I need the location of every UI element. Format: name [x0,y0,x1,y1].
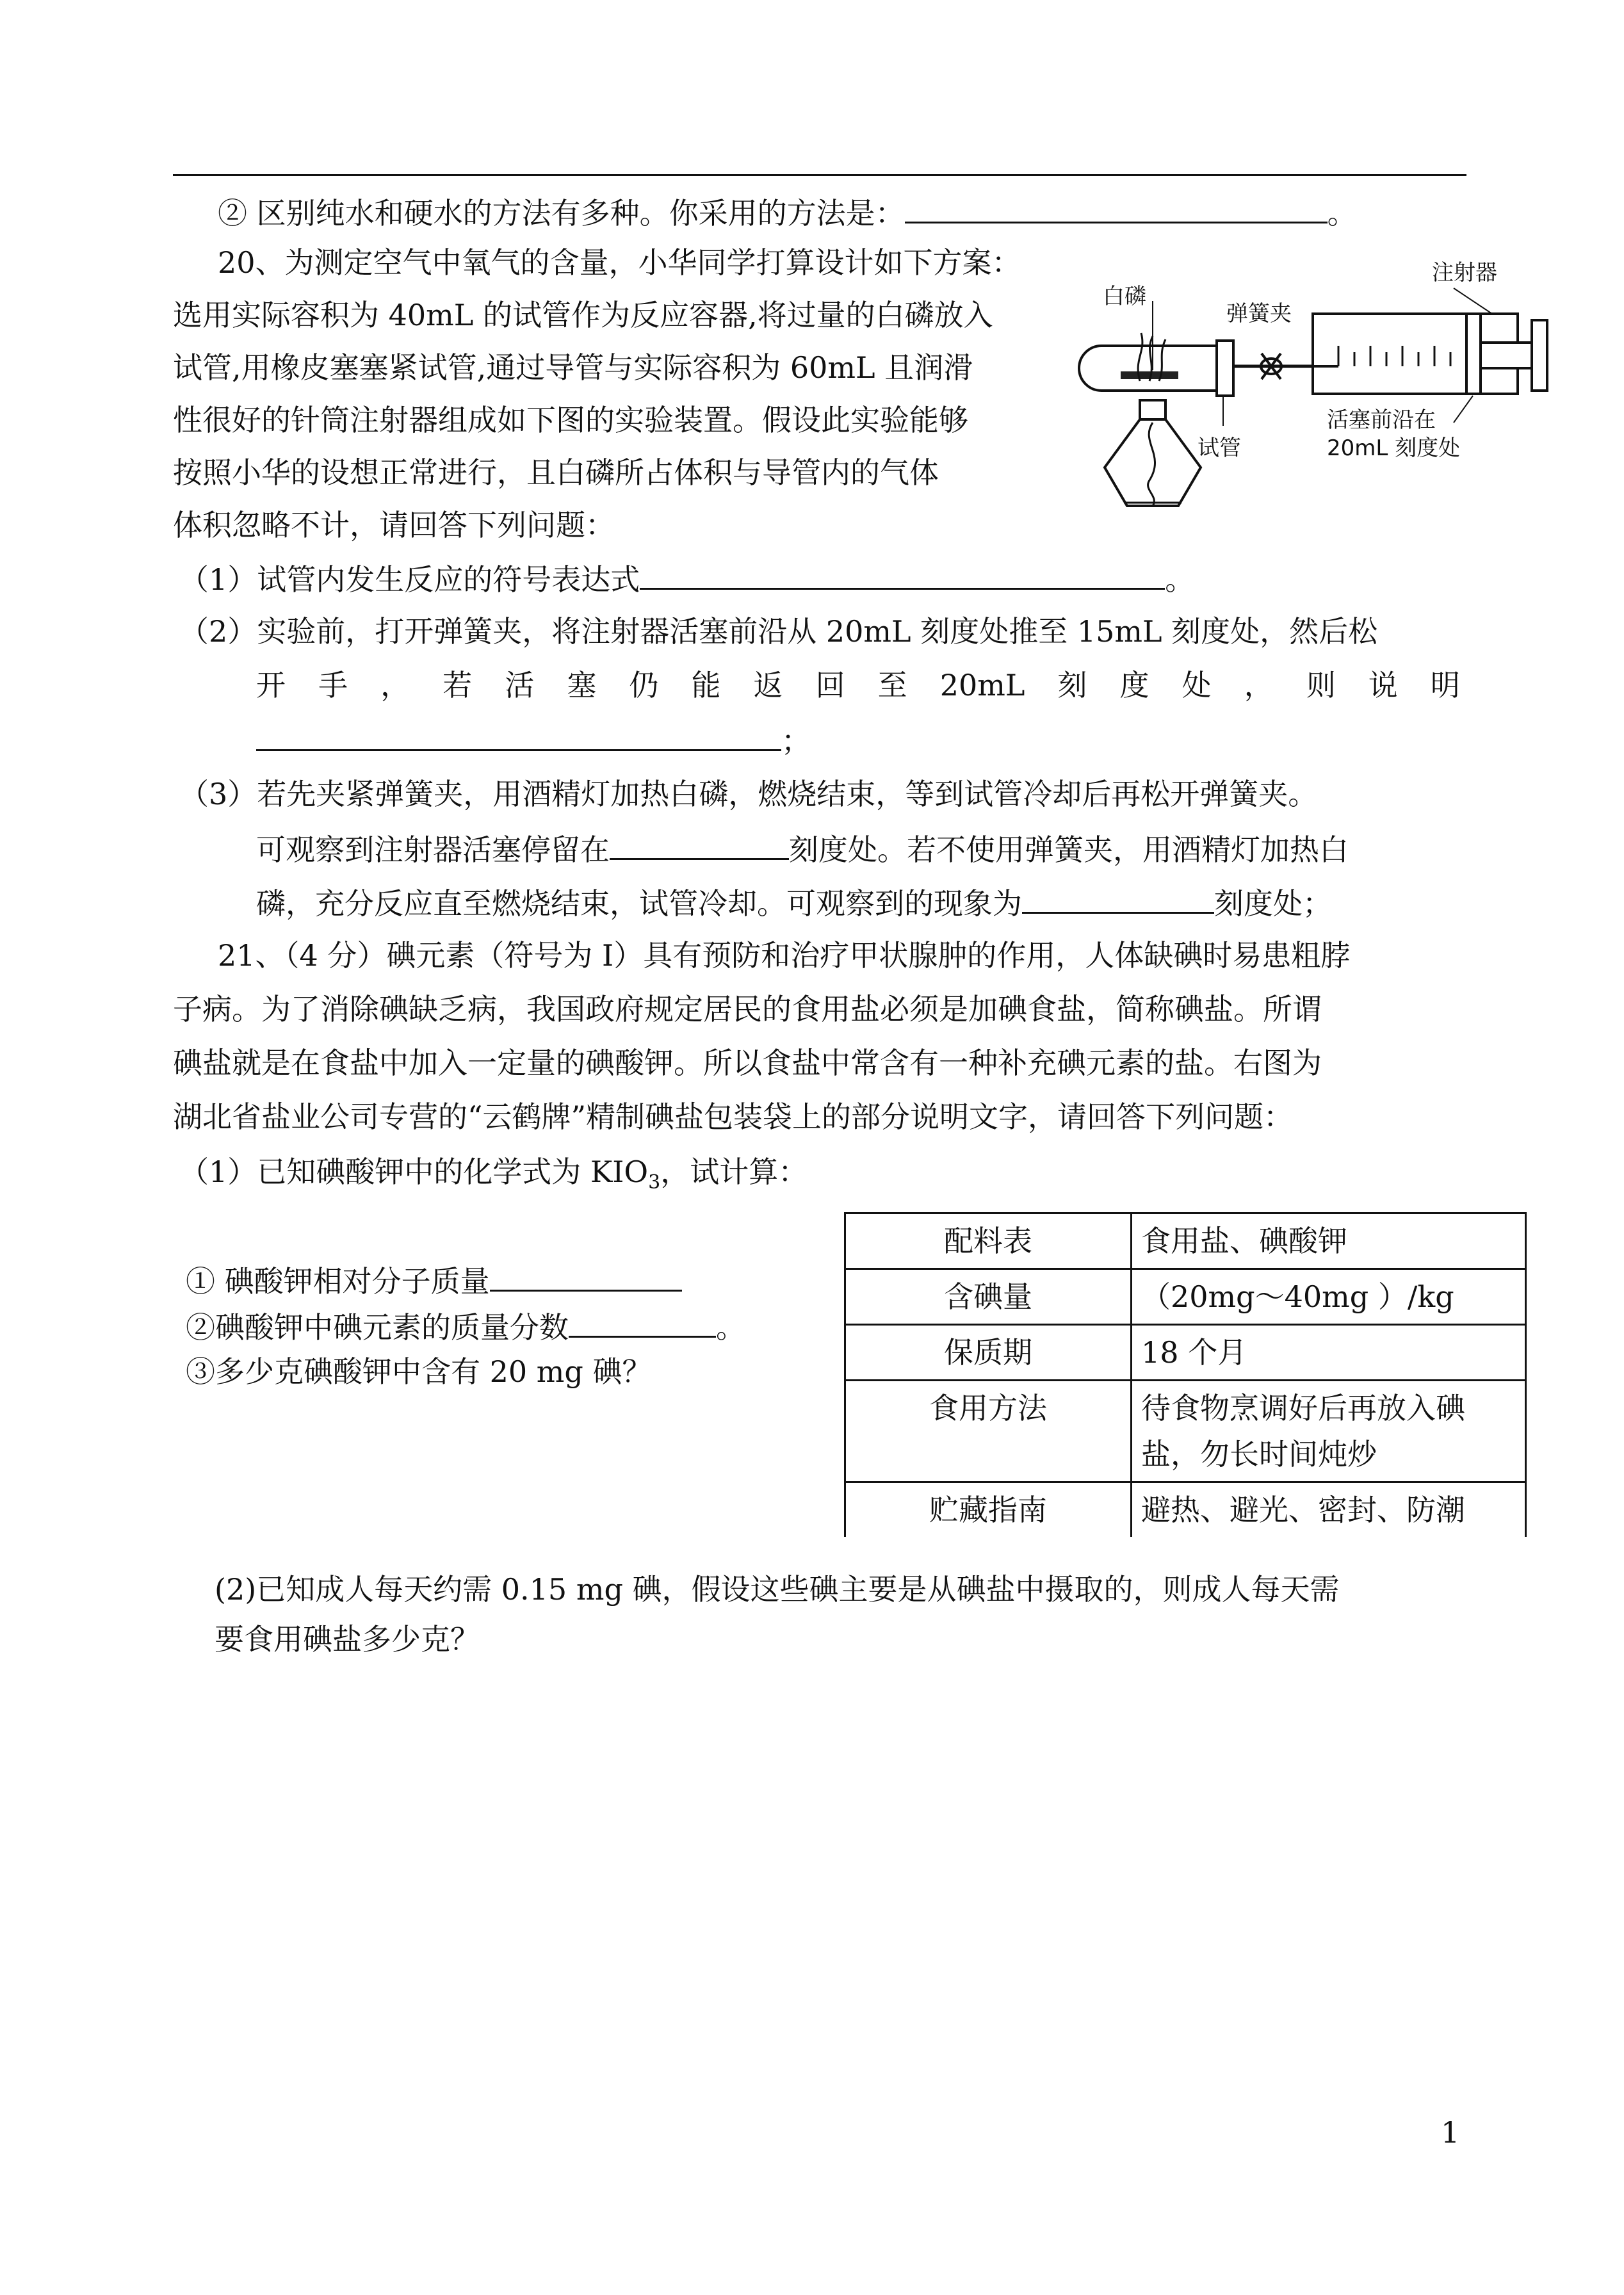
label-white-phosphorus: 白磷 [1103,284,1146,309]
label-piston-2: 20mL 刻度处 [1327,435,1461,461]
q21-line-2: 子病。为了消除碘缺乏病，我国政府规定居民的食用盐必须是加碘食盐，简称碘盐。所谓 [173,992,1322,1026]
label-spring-clip: 弹簧夹 [1226,301,1292,327]
q20-line-1: 20、为测定空气中氧气的含量，小华同学打算设计如下方案： [218,245,1021,280]
q19-2-line: ② 区别纯水和硬水的方法有多种。你采用的方法是： 。 [218,192,1357,232]
q20-p1: （1）试管内发生反应的符号表达式 。 [179,558,1194,599]
q20-line-4: 性很好的针筒注射器组成如下图的实验装置。假设此实验能够 [173,403,968,437]
q21-p1: （1）已知碘酸钾中的化学式为 $KIO_3$，试计算： [179,1155,808,1194]
q20-p2-line-1: （2）实验前，打开弹簧夹，将注射器活塞前沿从 20mL 刻度处推至 15mL 刻度处，然后松 [179,614,1378,649]
q21-line-3: 碘盐就是在食盐中加入一定量的碘酸钾。所以食盐中常含有一种补充碘元素的盐。右图为 [173,1046,1322,1080]
table-row: 含碘量 （20mg～40mg ）/kg [845,1269,1526,1325]
answer-blank[interactable] [905,192,1328,223]
label-test-tube: 试管 [1198,435,1241,461]
q20-p3-line-1: （3）若先夹紧弹簧夹，用酒精灯加热白磷，燃烧结束，等到试管冷却后再松开弹簧夹。 [179,777,1318,811]
answer-blank[interactable] [569,1306,716,1338]
q20-line-2: 选用实际容积为 40mL 的试管作为反应容器,将过量的白磷放入 [173,298,993,332]
q20-p3-line-3: 磷，充分反应直至燃烧结束，试管冷却。可观察到的现象为 刻度处； [256,882,1332,923]
answer-blank[interactable] [1022,882,1214,914]
table-row: 贮藏指南 避热、避光、密封、防潮 [845,1482,1526,1537]
q20-p2-line-3: ； [256,720,811,760]
table-row: 保质期 18 个月 [845,1325,1526,1381]
q21-sub-1: ① 碘酸钾相对分子质量 [186,1260,682,1301]
q21-line-1: 21、（4 分）碘元素（符号为 I）具有预防和治疗甲状腺肿的作用，人体缺碘时易患粗脖 [218,938,1351,973]
label-syringe: 注射器 [1432,260,1497,286]
q21-line-4: 湖北省盐业公司专营的“云鹤牌”精制碘盐包装袋上的部分说明文字，请回答下列问题： [173,1099,1294,1134]
q20-line-5: 按照小华的设想正常进行，且白磷所占体积与导管内的气体 [173,455,939,490]
q21-sub-3: ③多少克碘酸钾中含有 20 mg 碘？ [186,1354,652,1389]
answer-blank[interactable] [610,829,789,860]
q20-p3-line-2: 可观察到注射器活塞停留在 刻度处。若不使用弹簧夹，用酒精灯加热白 [256,829,1349,869]
table-row: 配料表 食用盐、碘酸钾 [845,1213,1526,1269]
q20-line-3: 试管,用橡皮塞塞紧试管,通过导管与实际容积为 60mL 且润滑 [173,350,973,385]
header-rule [173,174,1466,176]
q20-line-6: 体积忽略不计，请回答下列问题： [173,508,615,542]
q21-sub-2: ②碘酸钾中碘元素的质量分数 。 [186,1306,745,1347]
q21-p2-line-1: (2)已知成人每天约需 0.15 mg 碘，假设这些碘主要是从碘盐中摄取的，则成人每天需 [215,1572,1340,1607]
answer-blank[interactable] [256,720,781,751]
page-number: 1 [1441,2115,1460,2150]
answer-blank[interactable] [490,1260,682,1292]
salt-info-table [844,1212,1527,1537]
q21-p2-line-2: 要食用碘盐多少克？ [215,1622,480,1657]
table-row: 食用方法 待食物烹调好后再放入碘盐，勿长时间炖炒 [845,1381,1526,1482]
answer-blank[interactable] [640,558,1165,590]
label-piston-1: 活塞前沿在 [1327,407,1436,433]
q20-p2-line-2: 开 手 ， 若 活 塞 仍 能 返 回 至 20mL 刻 度 处 ， 则 说 明 [256,668,1460,702]
